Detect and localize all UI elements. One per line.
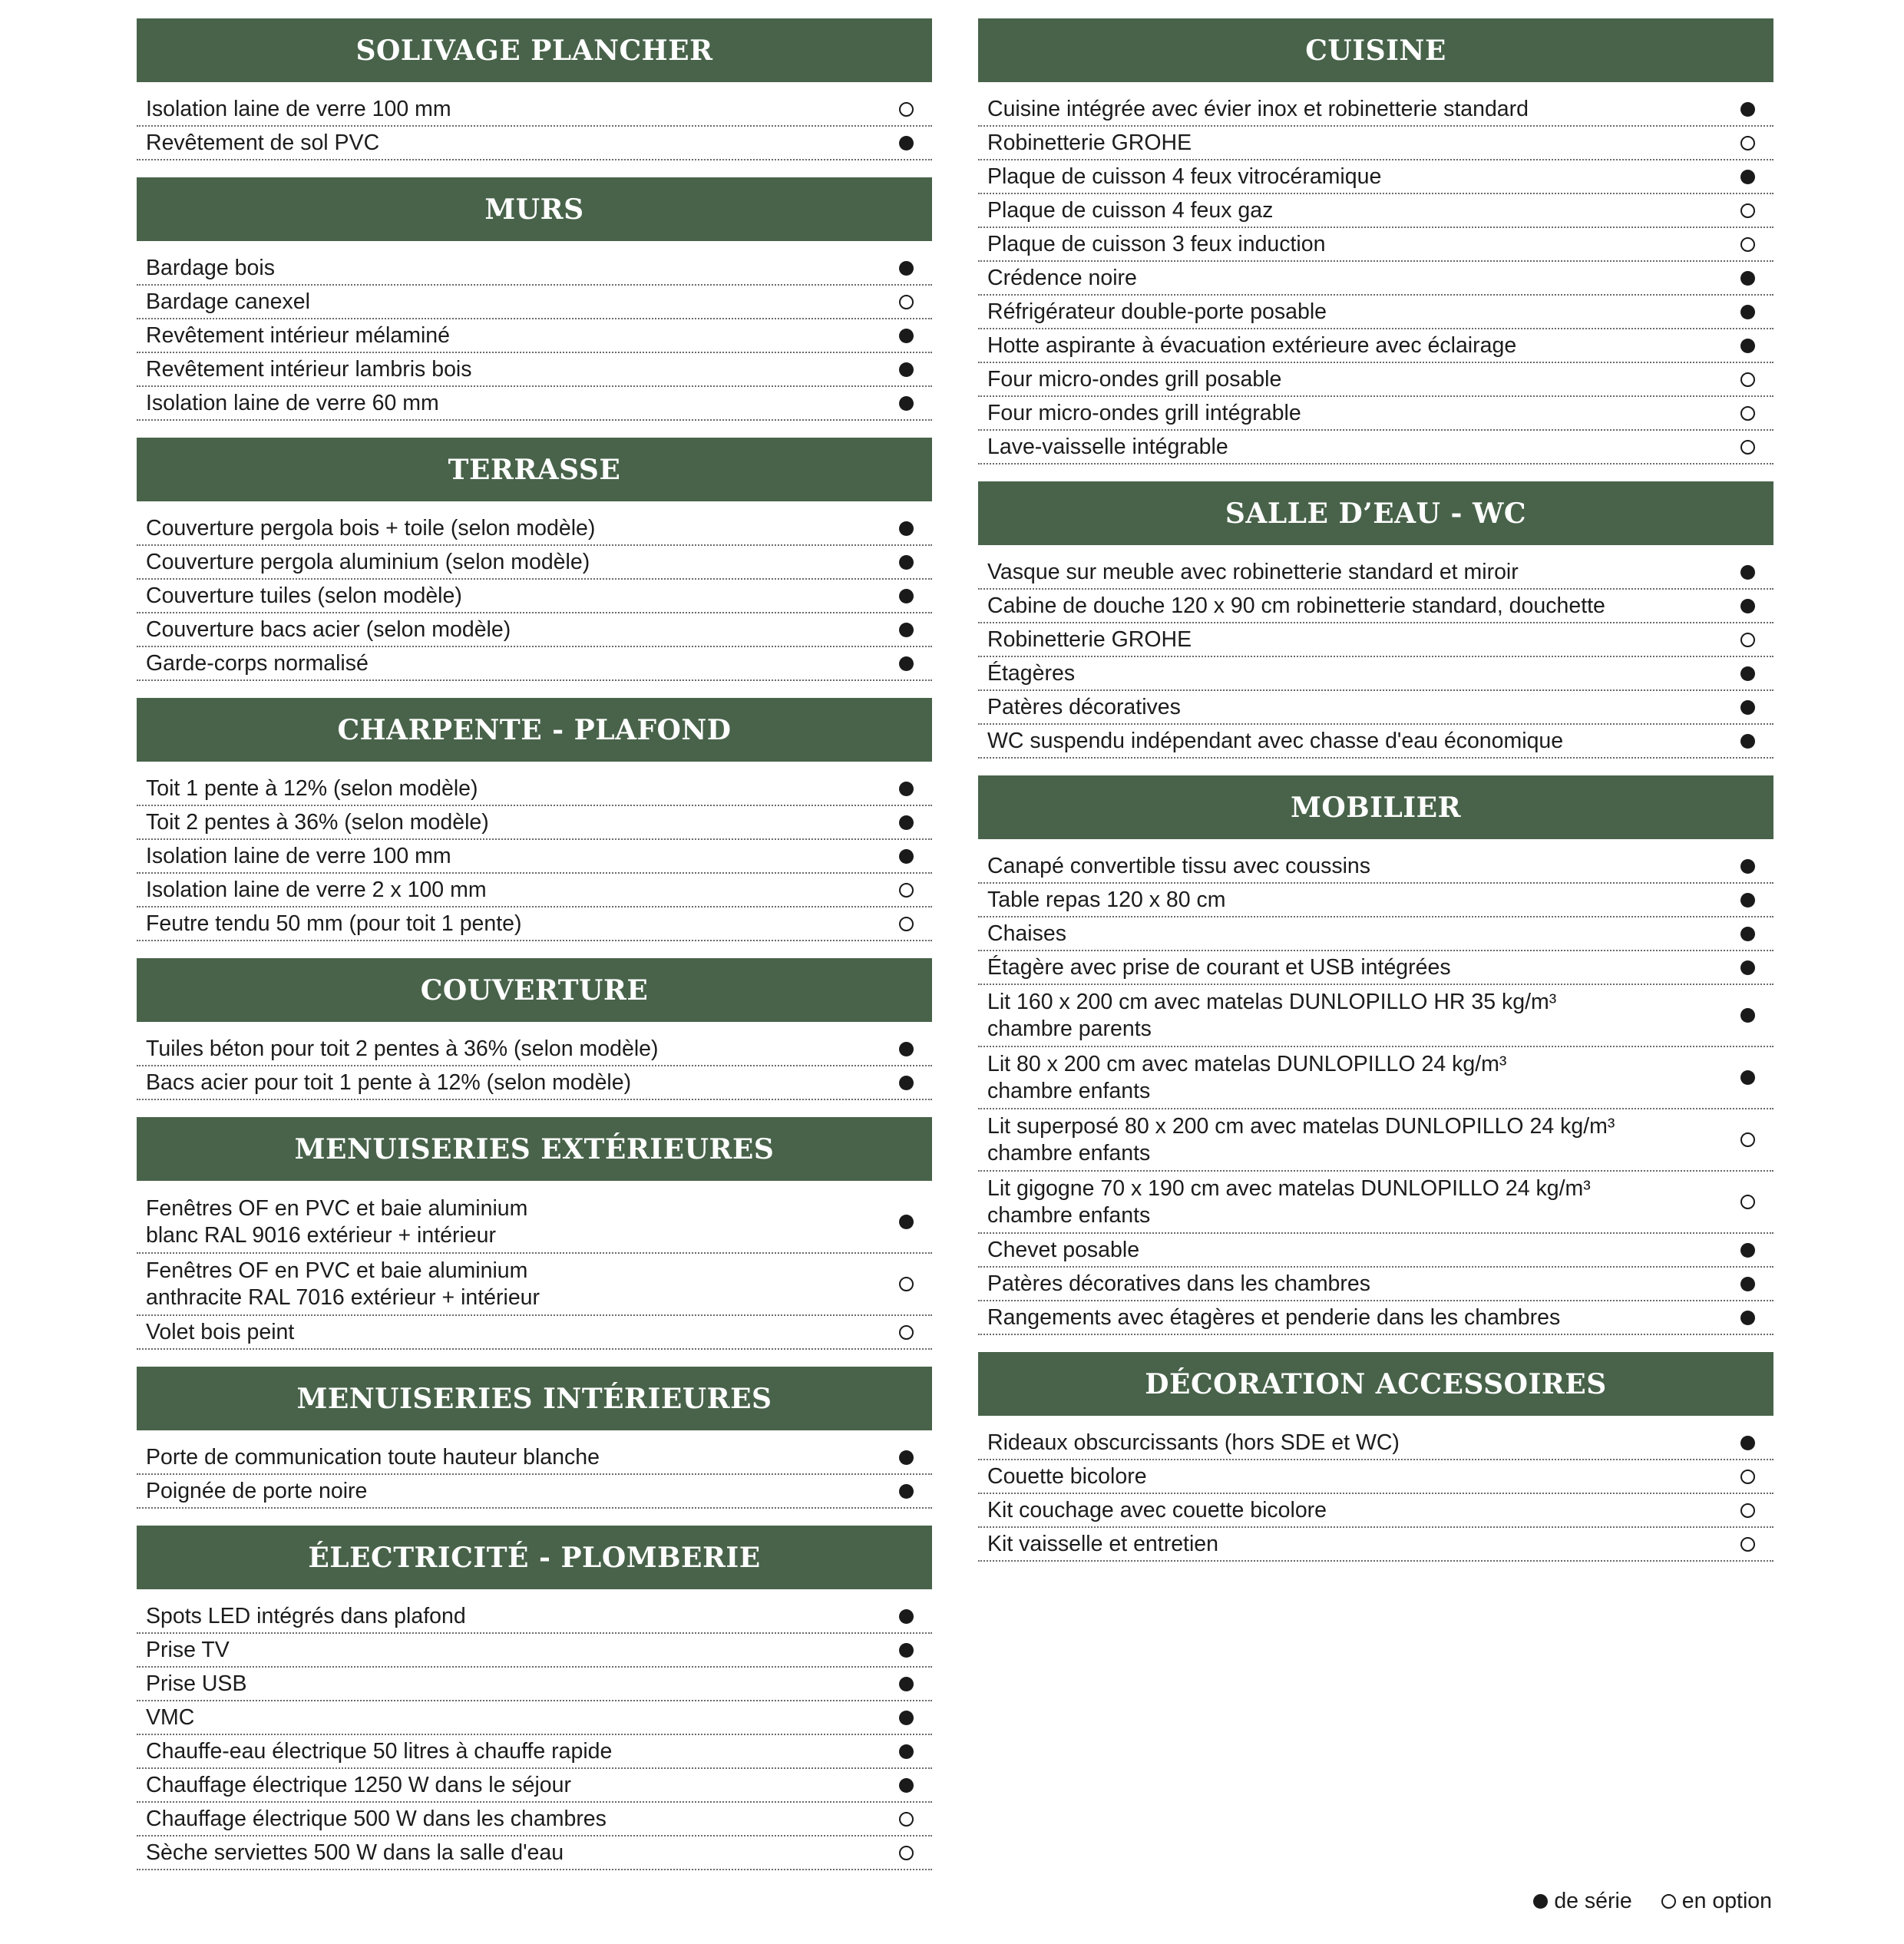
section-header: MENUISERIES INTÉRIEURES <box>137 1367 932 1430</box>
filled-circle-icon <box>899 815 914 830</box>
item-label: Prise TV <box>146 1637 230 1662</box>
right-column <box>978 18 1773 1579</box>
section-salle-d-eau-wc <box>978 481 1773 759</box>
item-label: Fenêtres OF en PVC et baie aluminium anthracite RAL 7016 extérieur + intérieur <box>146 1258 540 1310</box>
filled-circle-icon <box>1740 927 1755 941</box>
item-label: Plaque de cuisson 4 feux vitrocéramique <box>987 164 1382 189</box>
item-label: Fenêtres OF en PVC et baie aluminium blanc RAL 9016 extérieur + intérieur <box>146 1195 528 1248</box>
item-label: Revêtement intérieur lambris bois <box>146 356 472 382</box>
filled-circle-icon <box>899 555 914 570</box>
filled-circle-icon <box>1740 1311 1755 1325</box>
filled-circle-icon <box>1740 1243 1755 1258</box>
item-label: Isolation laine de verre 100 mm <box>146 843 451 868</box>
filled-circle-icon <box>1740 102 1755 117</box>
empty-circle-icon <box>1740 1537 1755 1552</box>
list-item <box>978 1460 1773 1494</box>
filled-circle-icon <box>899 136 914 150</box>
section-header: MURS <box>137 177 932 241</box>
filled-circle-icon <box>899 396 914 411</box>
filled-circle-icon <box>1740 1436 1755 1450</box>
empty-circle-icon <box>1740 633 1755 647</box>
empty-circle-icon <box>1740 203 1755 218</box>
section-charpente-plafond <box>137 698 932 941</box>
item-label: Canapé convertible tissu avec coussins <box>987 853 1371 878</box>
section-header: ÉLECTRICITÉ - PLOMBERIE <box>137 1526 932 1589</box>
list-item <box>137 252 932 286</box>
list-item <box>137 1735 932 1769</box>
list-item <box>978 725 1773 759</box>
empty-circle-icon <box>1740 1195 1755 1209</box>
filled-circle-icon <box>899 1609 914 1624</box>
section-menuiseries-interieures <box>137 1367 932 1509</box>
list-item <box>978 329 1773 363</box>
legend-serie <box>1533 1889 1631 1914</box>
legend <box>1533 1889 1772 1914</box>
item-label: Isolation laine de verre 2 x 100 mm <box>146 877 487 902</box>
filled-circle-icon <box>899 623 914 637</box>
item-label: Toit 1 pente à 12% (selon modèle) <box>146 775 478 801</box>
filled-circle-icon <box>899 261 914 276</box>
filled-circle-icon <box>899 1744 914 1759</box>
list-item <box>978 194 1773 228</box>
empty-circle-icon <box>899 1277 914 1291</box>
empty-circle-icon <box>1661 1894 1676 1909</box>
item-label: Rangements avec étagères et penderie dans les chambres <box>987 1304 1561 1330</box>
filled-circle-icon <box>1740 305 1755 319</box>
item-label: Chaises <box>987 921 1066 946</box>
list-item <box>978 951 1773 985</box>
list-item <box>978 1528 1773 1562</box>
item-label: Plaque de cuisson 3 feux induction <box>987 231 1326 256</box>
item-label: Prise USB <box>146 1671 247 1696</box>
item-label: Kit vaisselle et entretien <box>987 1531 1218 1556</box>
section-header: MOBILIER <box>978 775 1773 839</box>
item-label: WC suspendu indépendant avec chasse d'eau économique <box>987 728 1564 753</box>
item-label: Four micro-ondes grill posable <box>987 366 1282 392</box>
item-label: Plaque de cuisson 4 feux gaz <box>987 197 1274 223</box>
filled-circle-icon <box>1740 666 1755 681</box>
empty-circle-icon <box>1740 1503 1755 1518</box>
item-label: Lave-vaisselle intégrable <box>987 434 1228 459</box>
section-couverture <box>137 958 932 1100</box>
filled-circle-icon <box>1740 893 1755 908</box>
list-item <box>137 1066 932 1100</box>
list-item <box>137 613 932 647</box>
item-label: Lit 80 x 200 cm avec matelas DUNLOPILLO 24 kg/m³ chambre enfants <box>987 1051 1507 1103</box>
filled-circle-icon <box>1740 734 1755 749</box>
filled-circle-icon <box>1740 170 1755 184</box>
list-item <box>978 1427 1773 1460</box>
list-item <box>137 1254 932 1316</box>
section-header: CUISINE <box>978 18 1773 82</box>
item-label: Couette bicolore <box>987 1463 1147 1489</box>
item-label: Poignée de porte noire <box>146 1478 368 1503</box>
item-label: Chevet posable <box>987 1237 1140 1262</box>
filled-circle-icon <box>899 849 914 864</box>
filled-circle-icon <box>1740 1070 1755 1085</box>
item-label: Isolation laine de verre 60 mm <box>146 390 439 415</box>
filled-circle-icon <box>899 1484 914 1499</box>
list-item <box>137 512 932 546</box>
list-item <box>978 1234 1773 1268</box>
list-item <box>137 908 932 941</box>
empty-circle-icon <box>1740 1132 1755 1147</box>
item-label: Robinetterie GROHE <box>987 627 1192 652</box>
filled-circle-icon <box>1533 1894 1548 1909</box>
filled-circle-icon <box>899 589 914 603</box>
item-label: Tuiles béton pour toit 2 pentes à 36% (selon modèle) <box>146 1036 659 1061</box>
empty-circle-icon <box>1740 1470 1755 1484</box>
item-label: Isolation laine de verre 100 mm <box>146 96 451 121</box>
list-item <box>137 127 932 160</box>
section-header: SOLIVAGE PLANCHER <box>137 18 932 82</box>
list-item <box>137 1316 932 1350</box>
item-label: Couverture pergola aluminium (selon modèle) <box>146 549 590 574</box>
item-label: Lit 160 x 200 cm avec matelas DUNLOPILLO HR 35 kg/m³ chambre parents <box>987 989 1557 1041</box>
section-murs <box>137 177 932 421</box>
list-item <box>978 397 1773 431</box>
item-label: Revêtement de sol PVC <box>146 130 380 155</box>
section-electricite-plomberie <box>137 1526 932 1870</box>
item-label: Réfrigérateur double-porte posable <box>987 299 1327 324</box>
list-item <box>137 319 932 353</box>
item-label: Couverture bacs acier (selon modèle) <box>146 617 511 642</box>
item-label: Bacs acier pour toit 1 pente à 12% (selon modèle) <box>146 1070 632 1095</box>
empty-circle-icon <box>1740 372 1755 387</box>
item-label: Toit 2 pentes à 36% (selon modèle) <box>146 809 489 835</box>
item-label: VMC <box>146 1704 195 1730</box>
item-label: Volet bois peint <box>146 1319 295 1344</box>
left-column <box>137 18 932 1887</box>
item-label: Sèche serviettes 500 W dans la salle d'eau <box>146 1840 564 1865</box>
list-item <box>978 623 1773 657</box>
section-solivage-plancher <box>137 18 932 160</box>
list-item <box>137 580 932 613</box>
item-label: Robinetterie GROHE <box>987 130 1192 155</box>
empty-circle-icon <box>899 917 914 931</box>
legend-option <box>1661 1889 1772 1914</box>
list-item <box>978 1301 1773 1335</box>
filled-circle-icon <box>1740 700 1755 715</box>
empty-circle-icon <box>899 102 914 117</box>
filled-circle-icon <box>899 1042 914 1056</box>
section-terrasse <box>137 438 932 681</box>
list-item <box>137 1668 932 1701</box>
item-label: Lit superposé 80 x 200 cm avec matelas DUNLOPILLO 24 kg/m³ chambre enfants <box>987 1113 1615 1165</box>
list-item <box>137 1033 932 1066</box>
empty-circle-icon <box>899 295 914 309</box>
item-label: Spots LED intégrés dans plafond <box>146 1603 466 1628</box>
list-item <box>978 850 1773 884</box>
list-item <box>978 431 1773 465</box>
list-item <box>137 1441 932 1475</box>
section-decoration-accessoires <box>978 1352 1773 1562</box>
filled-circle-icon <box>899 1215 914 1229</box>
filled-circle-icon <box>899 362 914 377</box>
item-label: Kit couchage avec couette bicolore <box>987 1497 1327 1522</box>
list-item <box>978 1172 1773 1234</box>
list-item <box>137 772 932 806</box>
filled-circle-icon <box>1740 859 1755 874</box>
section-cuisine <box>978 18 1773 465</box>
item-label: Patères décoratives <box>987 694 1181 719</box>
list-item <box>137 1803 932 1837</box>
filled-circle-icon <box>1740 565 1755 580</box>
list-item <box>978 985 1773 1047</box>
filled-circle-icon <box>899 329 914 343</box>
list-item <box>137 840 932 874</box>
list-item <box>978 691 1773 725</box>
list-item <box>137 1837 932 1870</box>
section-header: MENUISERIES EXTÉRIEURES <box>137 1117 932 1181</box>
list-item <box>137 546 932 580</box>
list-item <box>137 387 932 421</box>
section-header: CHARPENTE - PLAFOND <box>137 698 932 762</box>
list-item <box>978 93 1773 127</box>
list-item <box>137 1701 932 1735</box>
filled-circle-icon <box>899 1450 914 1465</box>
empty-circle-icon <box>899 883 914 898</box>
filled-circle-icon <box>899 1643 914 1658</box>
filled-circle-icon <box>899 1778 914 1793</box>
list-item <box>137 1600 932 1634</box>
filled-circle-icon <box>1740 960 1755 975</box>
section-mobilier <box>978 775 1773 1335</box>
filled-circle-icon <box>899 782 914 796</box>
list-item <box>978 1494 1773 1528</box>
item-label: Lit gigogne 70 x 190 cm avec matelas DUNLOPILLO 24 kg/m³ chambre enfants <box>987 1175 1591 1228</box>
filled-circle-icon <box>899 656 914 671</box>
item-label: Patères décoratives dans les chambres <box>987 1271 1371 1296</box>
list-item <box>137 1192 932 1254</box>
list-item <box>137 874 932 908</box>
list-item <box>978 1109 1773 1172</box>
list-item <box>978 590 1773 623</box>
item-label: Revêtement intérieur mélaminé <box>146 322 451 348</box>
legend-option-label: en option <box>1681 1889 1772 1913</box>
filled-circle-icon <box>899 521 914 536</box>
item-label: Bardage bois <box>146 255 275 280</box>
item-label: Vasque sur meuble avec robinetterie standard et miroir <box>987 559 1519 584</box>
empty-circle-icon <box>899 1846 914 1860</box>
list-item <box>978 296 1773 329</box>
item-label: Couverture pergola bois + toile (selon modèle) <box>146 515 596 541</box>
item-label: Four micro-ondes grill intégrable <box>987 400 1301 425</box>
item-label: Crédence noire <box>987 265 1137 290</box>
list-item <box>137 647 932 681</box>
item-label: Cabine de douche 120 x 90 cm robinetterie standard, douchette <box>987 593 1605 618</box>
filled-circle-icon <box>1740 1008 1755 1023</box>
item-label: Rideaux obscurcissants (hors SDE et WC) <box>987 1430 1400 1455</box>
list-item <box>137 806 932 840</box>
list-item <box>137 353 932 387</box>
item-label: Cuisine intégrée avec évier inox et robinetterie standard <box>987 96 1529 121</box>
list-item <box>978 917 1773 951</box>
filled-circle-icon <box>1740 1277 1755 1291</box>
empty-circle-icon <box>899 1325 914 1340</box>
list-item <box>137 1475 932 1509</box>
list-item <box>978 1268 1773 1301</box>
empty-circle-icon <box>1740 440 1755 455</box>
empty-circle-icon <box>1740 406 1755 421</box>
list-item <box>978 884 1773 917</box>
empty-circle-icon <box>899 1812 914 1827</box>
list-item <box>978 262 1773 296</box>
empty-circle-icon <box>1740 136 1755 150</box>
list-item <box>978 1047 1773 1109</box>
filled-circle-icon <box>899 1711 914 1725</box>
filled-circle-icon <box>899 1076 914 1090</box>
section-header: TERRASSE <box>137 438 932 501</box>
filled-circle-icon <box>899 1677 914 1691</box>
list-item <box>137 286 932 319</box>
filled-circle-icon <box>1740 599 1755 613</box>
item-label: Garde-corps normalisé <box>146 650 369 676</box>
item-label: Étagères <box>987 660 1076 686</box>
item-label: Table repas 120 x 80 cm <box>987 887 1226 912</box>
list-item <box>978 363 1773 397</box>
section-header: DÉCORATION ACCESSOIRES <box>978 1352 1773 1416</box>
list-item <box>137 1769 932 1803</box>
section-header: SALLE D’EAU - WC <box>978 481 1773 545</box>
item-label: Bardage canexel <box>146 289 310 314</box>
item-label: Feutre tendu 50 mm (pour toit 1 pente) <box>146 911 522 936</box>
section-header: COUVERTURE <box>137 958 932 1022</box>
item-label: Chauffage électrique 1250 W dans le séjour <box>146 1772 571 1797</box>
item-label: Hotte aspirante à évacuation extérieure avec éclairage <box>987 332 1517 358</box>
list-item <box>137 93 932 127</box>
list-item <box>978 556 1773 590</box>
filled-circle-icon <box>1740 339 1755 353</box>
filled-circle-icon <box>1740 271 1755 286</box>
section-menuiseries-exterieures <box>137 1117 932 1350</box>
legend-serie-label: de série <box>1554 1889 1632 1913</box>
item-label: Porte de communication toute hauteur blanche <box>146 1444 600 1470</box>
list-item <box>978 127 1773 160</box>
item-label: Étagère avec prise de courant et USB intégrées <box>987 954 1451 980</box>
list-item <box>978 657 1773 691</box>
item-label: Chauffage électrique 500 W dans les chambres <box>146 1806 607 1831</box>
list-item <box>978 160 1773 194</box>
item-label: Couverture tuiles (selon modèle) <box>146 583 462 608</box>
list-item <box>137 1634 932 1668</box>
list-item <box>978 228 1773 262</box>
item-label: Chauffe-eau électrique 50 litres à chauffe rapide <box>146 1738 613 1764</box>
empty-circle-icon <box>1740 237 1755 252</box>
